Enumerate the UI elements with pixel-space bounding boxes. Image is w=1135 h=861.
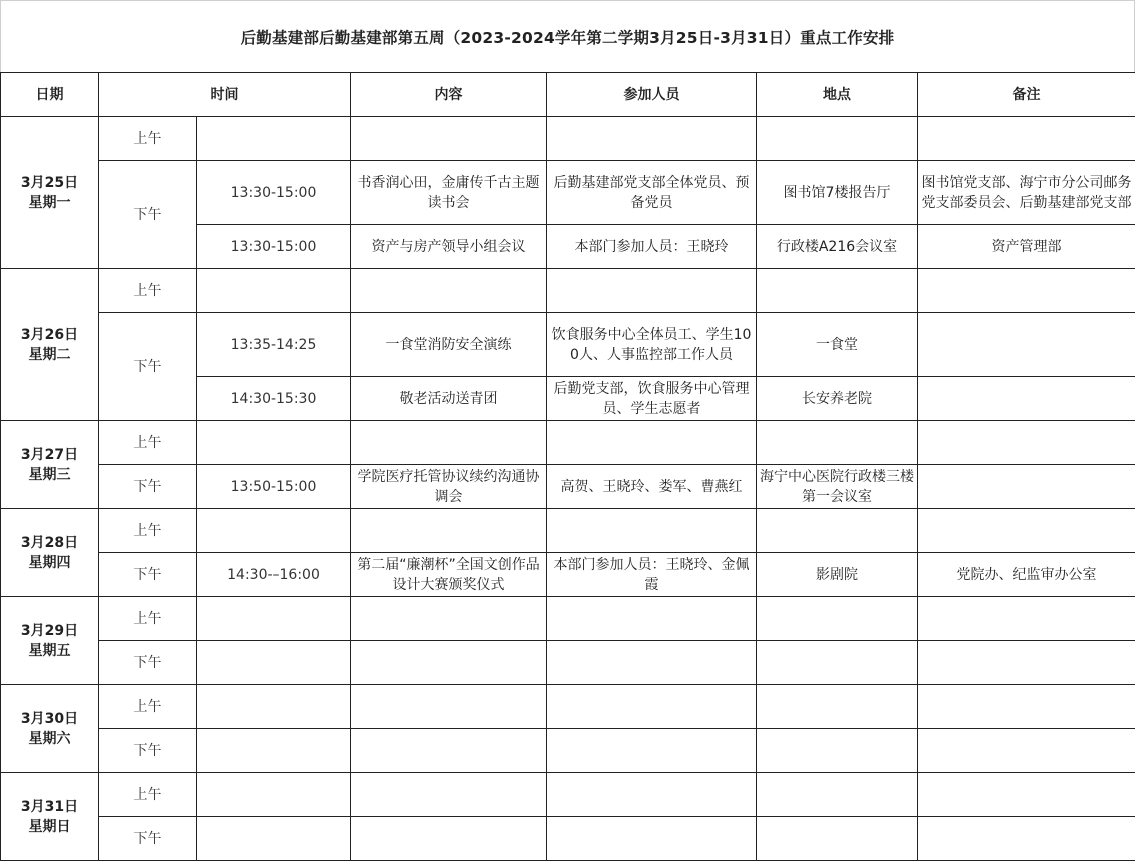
period-pm: 下午 [99, 553, 197, 597]
location-cell [757, 509, 918, 553]
remarks-cell [918, 817, 1135, 861]
participants-cell [547, 685, 757, 729]
content-cell: 第二届“廉潮杯”全国文创作品设计大赛颁奖仪式 [351, 553, 547, 597]
page-title: 后勤基建部后勤基建部第五周（2023-2024学年第二学期3月25日-3月31日）重点工作安排 [240, 28, 895, 47]
content-cell [351, 509, 547, 553]
date-label: 3月27日 [20, 446, 79, 463]
remarks-cell [918, 377, 1135, 421]
location-cell: 长安养老院 [757, 377, 918, 421]
remarks-cell [918, 597, 1135, 641]
date-cell [1, 269, 99, 421]
date-label: 3月30日 [20, 710, 79, 727]
remarks-cell [918, 641, 1135, 685]
date-cell [1, 773, 99, 861]
participants-cell: 本部门参加人员：王晓玲、金佩霞 [547, 553, 757, 597]
weekday-label: 星期日 [28, 818, 71, 835]
header-participants: 参加人员 [547, 73, 757, 117]
participants-cell: 高贺、王晓玲、娄军、曹燕红 [547, 465, 757, 509]
date-cell [1, 421, 99, 509]
table-row [1, 509, 1135, 553]
remarks-cell [918, 117, 1135, 161]
remarks-cell [918, 269, 1135, 313]
remarks-cell [918, 421, 1135, 465]
table-row [1, 773, 1135, 817]
date-cell [1, 509, 99, 597]
remarks-cell: 资产管理部 [918, 225, 1135, 269]
participants-cell: 后勤基建部党支部全体党员、预备党员 [547, 161, 757, 225]
table-row [1, 161, 1135, 225]
location-cell: 行政楼A216会议室 [757, 225, 918, 269]
time-cell [197, 773, 351, 817]
weekday-label: 星期二 [28, 346, 71, 363]
date-cell [1, 685, 99, 773]
date-label: 3月28日 [20, 534, 79, 551]
header-time: 时间 [99, 73, 351, 117]
location-cell: 影剧院 [757, 553, 918, 597]
period-am: 上午 [99, 685, 197, 729]
content-cell: 敬老活动送青团 [351, 377, 547, 421]
date-label: 3月26日 [20, 326, 79, 343]
remarks-cell [918, 773, 1135, 817]
time-cell: 13:30-15:00 [197, 161, 351, 225]
content-cell [351, 421, 547, 465]
time-cell [197, 729, 351, 773]
time-cell: 14:30-15:30 [197, 377, 351, 421]
date-cell [1, 117, 99, 269]
remarks-cell [918, 509, 1135, 553]
location-cell: 一食堂 [757, 313, 918, 377]
remarks-cell: 图书馆党支部、海宁市分公司邮务党支部委员会、后勤基建部党支部 [918, 161, 1135, 225]
table-row [1, 313, 1135, 377]
header-content: 内容 [351, 73, 547, 117]
participants-cell [547, 773, 757, 817]
period-pm: 下午 [99, 817, 197, 861]
participants-cell [547, 817, 757, 861]
content-cell: 学院医疗托管协议续约沟通协调会 [351, 465, 547, 509]
content-cell [351, 597, 547, 641]
period-pm: 下午 [99, 641, 197, 685]
time-cell [197, 509, 351, 553]
location-cell [757, 685, 918, 729]
table-row [1, 465, 1135, 509]
participants-cell: 本部门参加人员：王晓玲 [547, 225, 757, 269]
content-cell [351, 729, 547, 773]
participants-cell [547, 117, 757, 161]
remarks-cell [918, 465, 1135, 509]
schedule-table [0, 72, 1135, 861]
remarks-cell [918, 313, 1135, 377]
content-cell [351, 685, 547, 729]
date-label: 3月31日 [20, 798, 79, 815]
participants-cell [547, 509, 757, 553]
content-cell: 资产与房产领导小组会议 [351, 225, 547, 269]
weekday-label: 星期六 [28, 730, 71, 747]
period-am: 上午 [99, 269, 197, 313]
period-am: 上午 [99, 597, 197, 641]
period-am: 上午 [99, 421, 197, 465]
weekday-label: 星期五 [28, 642, 71, 659]
time-cell [197, 421, 351, 465]
table-row [1, 817, 1135, 861]
content-cell [351, 117, 547, 161]
remarks-cell: 党院办、纪监审办公室 [918, 553, 1135, 597]
header-date: 日期 [1, 73, 99, 117]
period-pm: 下午 [99, 729, 197, 773]
date-cell [1, 597, 99, 685]
time-cell [197, 269, 351, 313]
table-row [1, 269, 1135, 313]
weekday-label: 星期四 [28, 554, 71, 571]
time-cell: 13:50-15:00 [197, 465, 351, 509]
table-row [1, 421, 1135, 465]
title-bar [0, 0, 1135, 72]
time-cell [197, 685, 351, 729]
period-am: 上午 [99, 773, 197, 817]
time-cell: 14:30-–16:00 [197, 553, 351, 597]
location-cell: 海宁中心医院行政楼三楼第一会议室 [757, 465, 918, 509]
location-cell [757, 817, 918, 861]
time-cell [197, 817, 351, 861]
period-am: 上午 [99, 509, 197, 553]
remarks-cell [918, 685, 1135, 729]
table-row [1, 641, 1135, 685]
content-cell [351, 269, 547, 313]
time-cell [197, 597, 351, 641]
period-am: 上午 [99, 117, 197, 161]
period-pm: 下午 [99, 465, 197, 509]
period-pm: 下午 [99, 161, 197, 269]
weekday-label: 星期一 [28, 194, 71, 211]
location-cell [757, 421, 918, 465]
header-location: 地点 [757, 73, 918, 117]
participants-cell [547, 641, 757, 685]
participants-cell [547, 729, 757, 773]
table-row [1, 553, 1135, 597]
period-pm: 下午 [99, 313, 197, 421]
content-cell [351, 773, 547, 817]
date-label: 3月29日 [20, 622, 79, 639]
content-cell [351, 817, 547, 861]
weekday-label: 星期三 [28, 466, 71, 483]
location-cell [757, 597, 918, 641]
location-cell [757, 729, 918, 773]
table-row [1, 729, 1135, 773]
content-cell [351, 641, 547, 685]
location-cell [757, 641, 918, 685]
participants-cell: 后勤党支部，饮食服务中心管理员、学生志愿者 [547, 377, 757, 421]
time-cell: 13:30-15:00 [197, 225, 351, 269]
table-row [1, 597, 1135, 641]
participants-cell [547, 597, 757, 641]
participants-cell: 饮食服务中心全体员工、学生100人、人事监控部工作人员 [547, 313, 757, 377]
header-remarks: 备注 [918, 73, 1135, 117]
location-cell: 图书馆7楼报告厅 [757, 161, 918, 225]
content-cell: 一食堂消防安全演练 [351, 313, 547, 377]
time-cell [197, 117, 351, 161]
table-row [1, 117, 1135, 161]
table-row [1, 685, 1135, 729]
time-cell [197, 641, 351, 685]
location-cell [757, 117, 918, 161]
content-cell: 书香润心田，金庸传千古主题读书会 [351, 161, 547, 225]
remarks-cell [918, 729, 1135, 773]
participants-cell [547, 269, 757, 313]
location-cell [757, 773, 918, 817]
location-cell [757, 269, 918, 313]
header-row [1, 73, 1135, 117]
participants-cell [547, 421, 757, 465]
date-label: 3月25日 [20, 174, 79, 191]
time-cell: 13:35-14:25 [197, 313, 351, 377]
